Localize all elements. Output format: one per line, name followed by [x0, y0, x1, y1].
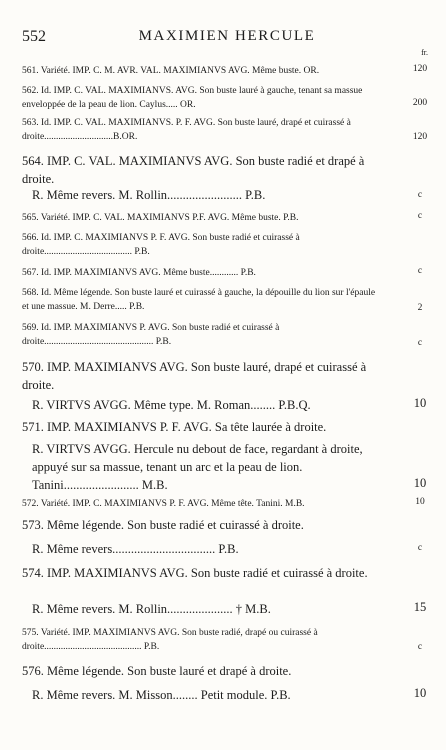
catalog-entry: [22, 540, 384, 558]
entry-text: 571. IMP. MAXIMIANVS P. F. AVG. Sa tête laurée à droite.: [22, 420, 327, 434]
entry-text: 561. Variété. IMP. C. M. AVR. VAL. MAXIMIANVS AVG. Même buste. OR.: [22, 66, 320, 76]
entry-text: 564. IMP. C. VAL. MAXIMIANVS AVG. Son buste radié et drapé à droite.: [22, 154, 365, 186]
entry-text: 570. IMP. MAXIMIANVS AVG. Son buste lauré, drapé et cuirassé à droite.: [22, 360, 367, 392]
catalog-entry: [22, 152, 384, 188]
entry-text: 574. IMP. MAXIMIANVS AVG. Son buste radié et cuirassé à droite.: [22, 566, 368, 580]
entry-value: c: [417, 266, 423, 276]
catalog-entry: [22, 186, 384, 204]
entry-value: 10: [413, 686, 427, 700]
entry-value: 120: [412, 64, 428, 74]
entry-text: 572. Variété. IMP. C. MAXIMIANVS P. F. AVG. Même tête. Tanini. M.B.: [22, 499, 305, 509]
entry-value: c: [417, 211, 423, 221]
entry-text: 568. Id. Même légende. Son buste lauré et cuirassé à gauche, la dépouille du lion sur l'épaule et une massue. M. Derre..... P.B.: [22, 288, 376, 312]
entry-value: c: [417, 190, 423, 200]
entry-text: R. VIRTVS AVGG. Hercule nu debout de face, regardant à droite, appuyé sur sa massue, tenant un arc et la peau de lion. Tanini........................ M.B.: [32, 442, 363, 492]
entry-text: 566. Id. IMP. C. MAXIMIANVS P. F. AVG. Son buste radié et cuirassé à droite..................................... P.B.: [22, 233, 300, 257]
catalog-entry: [22, 286, 384, 314]
entry-value: c: [417, 642, 423, 652]
catalog-entry: [22, 211, 384, 225]
entry-value: 2: [417, 303, 423, 313]
catalog-entry: [22, 396, 384, 414]
entry-text: R. Même revers. M. Rollin........................ P.B.: [32, 188, 266, 202]
catalog-entry: [22, 84, 384, 112]
catalog-entry: [22, 516, 384, 534]
catalog-entry: [22, 564, 384, 582]
entry-value: 15: [413, 600, 427, 614]
column-mark: fr.: [421, 48, 428, 57]
entry-value: 10: [413, 476, 427, 490]
entry-text: R. Même revers................................. P.B.: [32, 542, 239, 556]
entry-text: 576. Même légende. Son buste lauré et drapé à droite.: [22, 664, 292, 678]
catalog-entry: [22, 116, 384, 144]
entry-text: 563. Id. IMP. C. VAL. MAXIMIANVS. P. F. AVG. Son buste lauré, drapé et cuirassé à droite.............................B.OR.: [22, 118, 351, 142]
entry-text: 567. Id. IMP. MAXIMIANVS AVG. Même buste............ P.B.: [22, 268, 256, 278]
entry-value: c: [417, 543, 423, 553]
entry-text: R. Même revers. M. Misson........ Petit module. P.B.: [32, 688, 291, 702]
entry-value: 120: [412, 132, 428, 142]
entry-value: 200: [412, 98, 428, 108]
catalog-entry: [22, 626, 384, 654]
entry-value: c: [417, 338, 423, 348]
catalog-entry: [22, 358, 384, 394]
catalog-entry: [22, 440, 384, 494]
page-number: 552: [22, 28, 46, 45]
catalog-entry: [22, 266, 384, 280]
catalog-entry: [22, 64, 384, 78]
catalog-entry: [22, 231, 384, 259]
catalog-entry: [22, 600, 384, 618]
entry-value: 10: [415, 497, 425, 507]
entry-text: R. Même revers. M. Rollin..................... † M.B.: [32, 602, 271, 616]
entry-text: 562. Id. IMP. C. VAL. MAXIMIANVS. AVG. Son buste lauré à gauche, tenant sa massue enveloppée de la peau de lion. Caylus..... OR.: [22, 86, 363, 110]
entry-text: 573. Même légende. Son buste radié et cuirassé à droite.: [22, 518, 304, 532]
entry-text: 575. Variété. IMP. MAXIMIANVS AVG. Son buste radié, drapé ou cuirassé à droite......................................... P.B.: [22, 628, 318, 652]
catalog-entry: [22, 497, 384, 511]
catalog-entry: [22, 321, 384, 349]
entry-value: 10: [413, 396, 427, 410]
entry-text: 569. Id. IMP. MAXIMIANVS P. AVG. Son buste radié et cuirassé à droite.............................................. P.B.: [22, 323, 280, 347]
catalog-entry: [22, 686, 384, 704]
catalog-entry: [22, 418, 384, 436]
running-title: MAXIMIEN HERCULE: [138, 28, 316, 44]
catalog-entry: [22, 662, 384, 680]
entry-text: 565. Variété. IMP. C. VAL. MAXIMIANVS P.F. AVG. Même buste. P.B.: [22, 213, 299, 223]
page-header: [22, 28, 432, 57]
entry-text: R. VIRTVS AVGG. Même type. M. Roman........ P.B.Q.: [32, 398, 311, 412]
